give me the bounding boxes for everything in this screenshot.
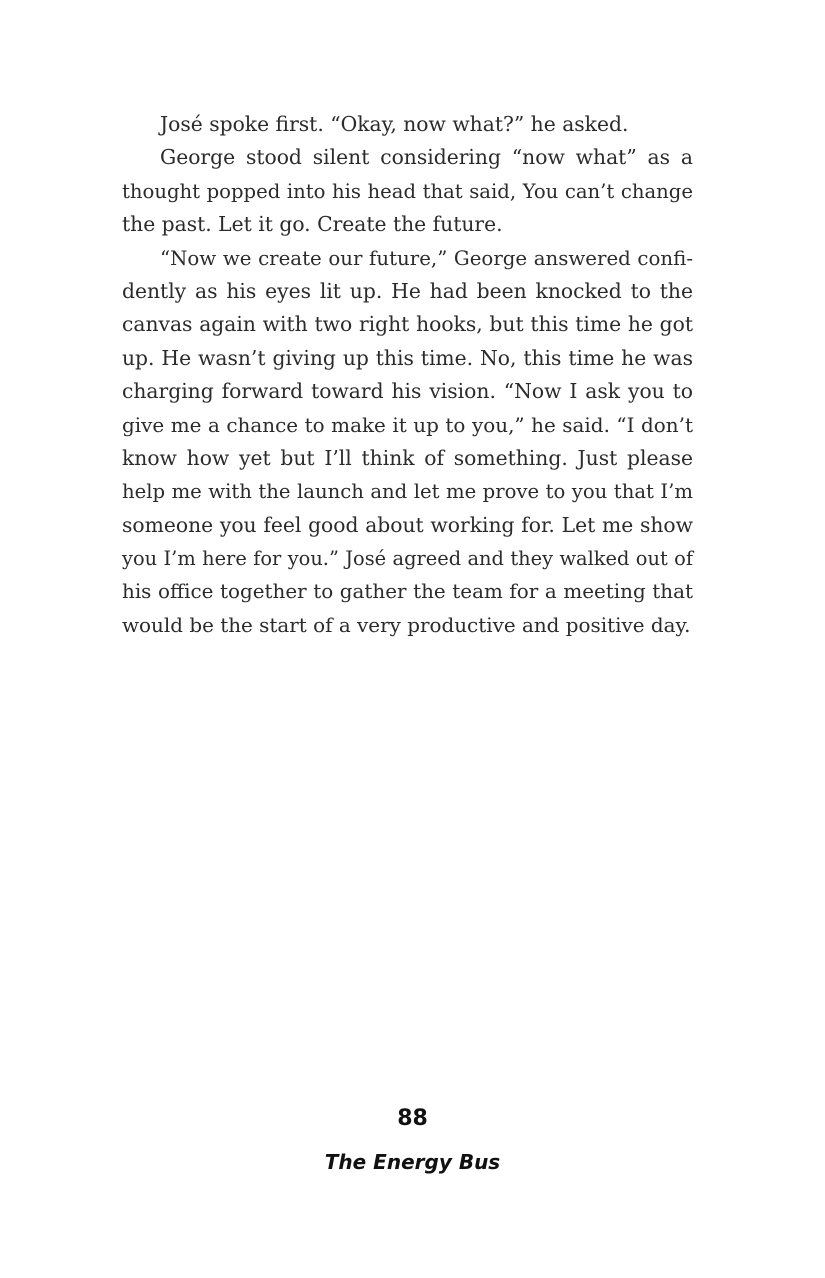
running-title: The Energy Bus: [324, 1150, 501, 1174]
paragraph-3-line-12: would be the start of a very productive and positive day.: [122, 613, 691, 637]
paragraph-2-line-1: George stood silent considering “now what” as a: [160, 145, 693, 170]
paragraph-1-line-1: José spoke first. “Okay, now what?” he asked.: [160, 112, 629, 136]
paragraph-3-line-2: dently as his eyes lit up. He had been knocked to the: [122, 278, 693, 303]
paragraph-3-line-10: you I’m here for you.” José agreed and they walked out of: [122, 547, 693, 571]
paragraph-2-line-3: the past. Let it go. Create the future.: [122, 212, 503, 237]
paragraph-3-line-11: his office together to gather the team for a meeting that: [122, 580, 693, 604]
page-number: 88: [397, 1106, 428, 1131]
paragraph-2-line-2: thought popped into his head that said, You can’t change: [122, 179, 693, 203]
body-text: [122, 108, 693, 642]
paragraph-3-line-3: canvas again with two right hooks, but this time he got: [122, 312, 693, 337]
paragraph-3-line-1: “Now we create our future,” George answered confi-: [160, 246, 693, 270]
paragraph-3-line-4: up. He wasn’t giving up this time. No, this time he was: [122, 345, 693, 370]
paragraph-3-line-5: charging forward toward his vision. “Now I ask you to: [122, 379, 693, 404]
paragraph-3-line-8: help me with the launch and let me prove to you that I’m: [122, 480, 693, 504]
paragraph-3-line-7: know how yet but I’ll think of something. Just please: [122, 445, 693, 470]
paragraph-3-line-6: give me a chance to make it up to you,” he said. “I don’t: [122, 412, 693, 437]
paragraph-3-line-9: someone you feel good about working for. Let me show: [122, 512, 693, 537]
